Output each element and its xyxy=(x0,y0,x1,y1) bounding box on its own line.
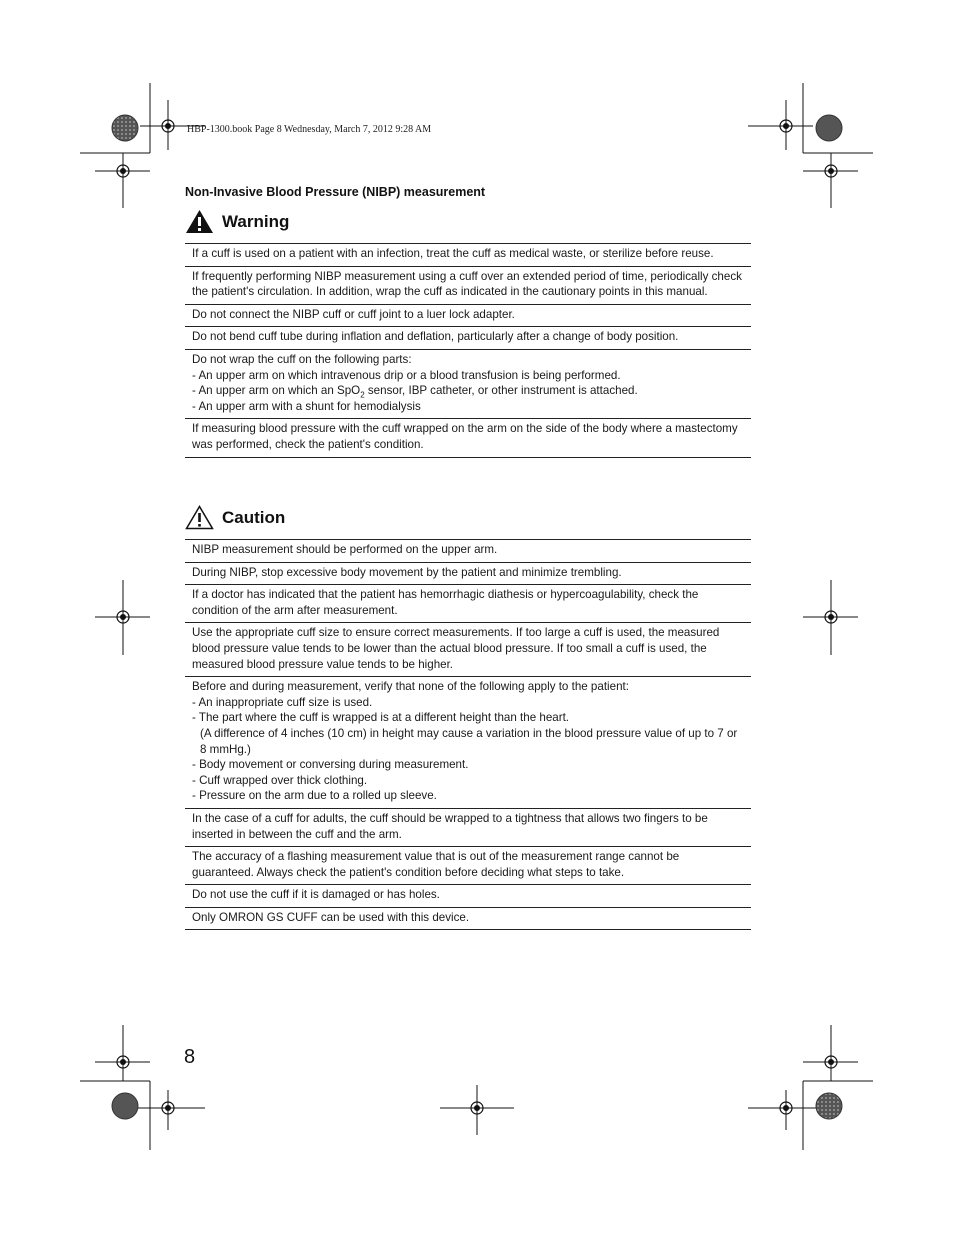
warning-list-item: - An upper arm on which an SpO$_2$ sensor, IBP catheter, or other instrument is attached. xyxy=(192,384,638,400)
warning-heading xyxy=(185,209,289,234)
page-number: 8 xyxy=(184,1046,196,1068)
warning-row: If measuring blood pressure with the cuff wrapped on the arm on the side of the body where a mastectomy was performed, check the patient's condition. xyxy=(185,419,751,457)
warning-row: If a cuff is used on a patient with an infection, treat the cuff as medical waste, or sterilize before reuse. xyxy=(185,244,751,267)
caution-row: Only OMRON GS CUFF can be used with this device. xyxy=(185,908,751,931)
caution-row: Use the appropriate cuff size to ensure correct measurements. If too large a cuff is used, the measured blood pressure value tends to be lower than the actual blood pressure. If too small a cuff is used, the measured blood pressure value tends to be higher. xyxy=(185,623,751,677)
print-slug: HBP-1300.book Page 8 Wednesday, March 7, 2012 9:28 AM xyxy=(187,124,432,135)
caution-heading xyxy=(185,505,285,530)
caution-row: Do not use the cuff if it is damaged or has holes. xyxy=(185,885,751,908)
caution-list-item: - Pressure on the arm due to a rolled up sleeve. xyxy=(192,789,437,803)
caution-row: In the case of a cuff for adults, the cuff should be wrapped to a tightness that allows two fingers to be inserted in between the cuff and the arm. xyxy=(185,809,751,847)
warning-filled-triangle-icon xyxy=(185,209,214,234)
warning-list-intro: Do not wrap the cuff on the following parts: xyxy=(192,352,412,366)
caution-list-item: - The part where the cuff is wrapped is at a different height than the heart. (A difference of 4 inches (10 cm) in height may cause a variation in the blood pressure value of up to 7 or 8 mmHg.) xyxy=(192,711,738,756)
warning-row: Do not connect the NIBP cuff or cuff joint to a luer lock adapter. xyxy=(185,305,751,328)
caution-title: Caution xyxy=(222,507,286,527)
caution-row: If a doctor has indicated that the patient has hemorrhagic diathesis or hypercoagulability, check the condition of the arm after measurement. xyxy=(185,585,751,623)
caution-list-item: - Body movement or conversing during measurement. xyxy=(192,758,469,772)
warning-list-item: - An upper arm with a shunt for hemodialysis xyxy=(192,399,421,413)
warning-table xyxy=(185,243,751,458)
caution-row: NIBP measurement should be performed on the upper arm. xyxy=(185,540,751,563)
caution-list-item: - Cuff wrapped over thick clothing. xyxy=(192,773,368,787)
caution-table xyxy=(185,539,751,930)
caution-outline-triangle-icon xyxy=(185,505,214,530)
caution-row: The accuracy of a flashing measurement value that is out of the measurement range cannot be guaranteed. Always check the patient's condition before deciding what steps to take. xyxy=(185,847,751,885)
warning-row: If frequently performing NIBP measurement using a cuff over an extended period of time, periodically check the patient's circulation. In addition, wrap the cuff as indicated in the cautionary points in this manual. xyxy=(185,267,751,305)
caution-row: During NIBP, stop excessive body movement by the patient and minimize trembling. xyxy=(185,563,751,586)
caution-list-intro: Before and during measurement, verify that none of the following apply to the patient: xyxy=(192,680,629,694)
warning-title: Warning xyxy=(222,211,290,231)
warning-list-item: - An upper arm on which intravenous drip or a blood transfusion is being performed. xyxy=(192,368,621,382)
section-title: Non-Invasive Blood Pressure (NIBP) measurement xyxy=(185,185,486,199)
warning-row: Do not bend cuff tube during inflation and deflation, particularly after a change of body position. xyxy=(185,327,751,350)
caution-list-item: - An inappropriate cuff size is used. xyxy=(192,695,373,709)
warning-row xyxy=(185,350,751,419)
caution-row xyxy=(185,677,751,809)
